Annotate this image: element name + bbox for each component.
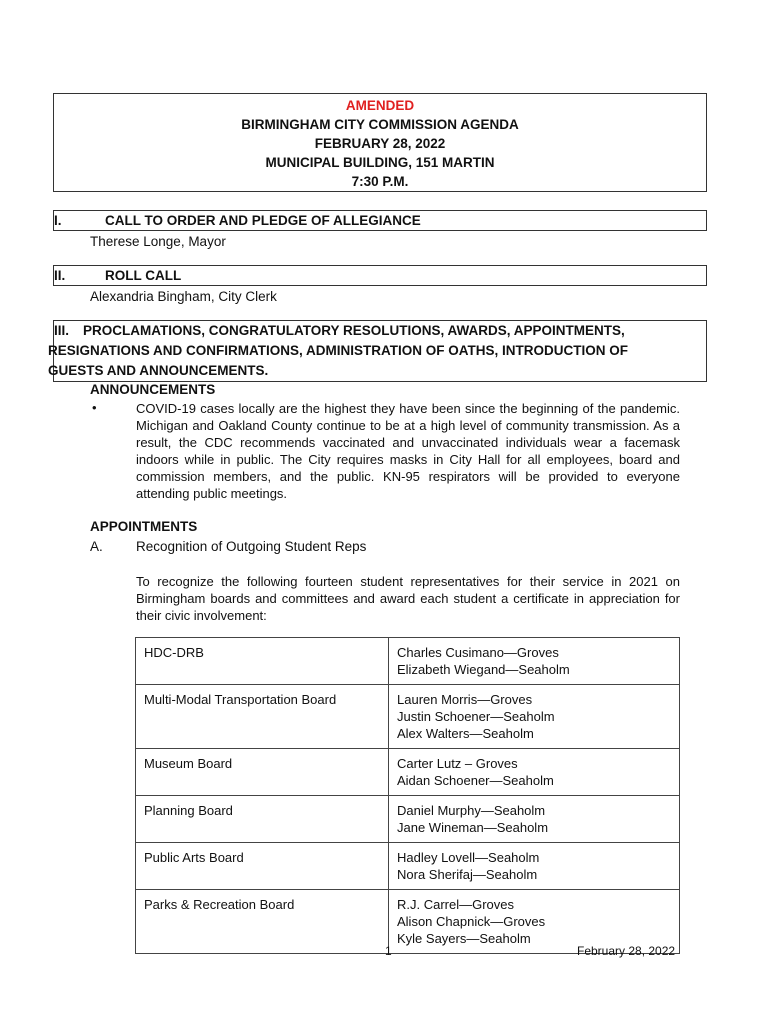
student-name: Hadley Lovell—Seaholm	[397, 850, 540, 865]
agenda-date: FEBRUARY 28, 2022	[314, 136, 446, 151]
student-name: Daniel Murphy—Seaholm	[397, 803, 546, 818]
section-one-sub: Therese Longe, Mayor	[90, 234, 226, 249]
student-name: Kyle Sayers—Seaholm	[397, 931, 531, 946]
table-row	[136, 843, 680, 890]
amended-label: AMENDED	[345, 98, 415, 113]
page-number: 1	[385, 944, 392, 958]
student-name: Elizabeth Wiegand—Seaholm	[397, 662, 570, 677]
item-letter: A.	[90, 539, 103, 554]
announcement-text: COVID-19 cases locally are the highest they have been since the beginning of the pandemic. Michigan and Oakland County continue to be at a high level of community transmission. As a result, the CDC recommends vaccinated and unvaccinated individuals wear a facemask indoors while in public. The City requires masks in City Hall for all employees, board and commission members, and the public. KN-95 respirators will be provided to everyone attending public meetings.	[136, 401, 680, 501]
board-name-cell: Parks & Recreation Board	[136, 890, 389, 954]
section-title: ROLL CALL	[105, 268, 182, 283]
student-name: Lauren Morris—Groves	[397, 692, 533, 707]
section-number: I.	[54, 213, 62, 228]
students-cell	[389, 843, 680, 890]
section-one-heading	[53, 210, 707, 231]
student-name: Nora Sherifaj—Seaholm	[397, 867, 538, 882]
board-name-cell: Multi-Modal Transportation Board	[136, 685, 389, 749]
section-number: II.	[54, 268, 66, 283]
student-name: Charles Cusimano—Groves	[397, 645, 559, 660]
agenda-time: 7:30 P.M.	[351, 174, 409, 189]
table-row	[136, 796, 680, 843]
students-cell	[389, 638, 680, 685]
section-title: CALL TO ORDER AND PLEDGE OF ALLEGIANCE	[105, 213, 421, 228]
section-title-line2: RESIGNATIONS AND CONFIRMATIONS, ADMINISTRATION OF OATHS, INTRODUCTION OF	[48, 343, 628, 358]
student-name: Carter Lutz – Groves	[397, 756, 518, 771]
section-two-heading	[53, 265, 707, 286]
section-title-line3: GUESTS AND ANNOUNCEMENTS.	[48, 363, 269, 378]
boards-table	[135, 637, 680, 954]
student-name: Jane Wineman—Seaholm	[397, 820, 549, 835]
student-name: Alison Chapnick—Groves	[397, 914, 546, 929]
appointments-heading: APPOINTMENTS	[90, 519, 198, 534]
students-cell	[389, 749, 680, 796]
table-row	[136, 638, 680, 685]
section-two-sub: Alexandria Bingham, City Clerk	[90, 289, 277, 304]
student-name: Aidan Schoener—Seaholm	[397, 773, 554, 788]
item-title: Recognition of Outgoing Student Reps	[136, 539, 367, 554]
board-name-cell: Museum Board	[136, 749, 389, 796]
agenda-location: MUNICIPAL BUILDING, 151 MARTIN	[265, 155, 495, 170]
student-name: R.J. Carrel—Groves	[397, 897, 515, 912]
announcements-heading: ANNOUNCEMENTS	[90, 382, 216, 397]
bullet-icon: •	[92, 400, 97, 415]
section-number: III.	[54, 323, 70, 338]
appointments-description: To recognize the following fourteen student representatives for their service in 2021 on Birmingham boards and committees and award each student a certificate in appreciation for their civic involvement:	[136, 574, 680, 623]
board-name-cell: Planning Board	[136, 796, 389, 843]
table-row	[136, 749, 680, 796]
agenda-title: BIRMINGHAM CITY COMMISSION AGENDA	[241, 117, 519, 132]
student-name: Alex Walters—Seaholm	[397, 726, 534, 741]
table-row	[136, 685, 680, 749]
section-three-heading	[48, 320, 707, 382]
students-cell	[389, 685, 680, 749]
students-cell	[389, 796, 680, 843]
student-name: Justin Schoener—Seaholm	[397, 709, 555, 724]
footer-date: February 28, 2022	[577, 944, 676, 958]
agenda-header	[53, 93, 707, 192]
board-name-cell: Public Arts Board	[136, 843, 389, 890]
section-title-line1: PROCLAMATIONS, CONGRATULATORY RESOLUTIONS, AWARDS, APPOINTMENTS,	[83, 323, 625, 338]
board-name-cell: HDC-DRB	[136, 638, 389, 685]
